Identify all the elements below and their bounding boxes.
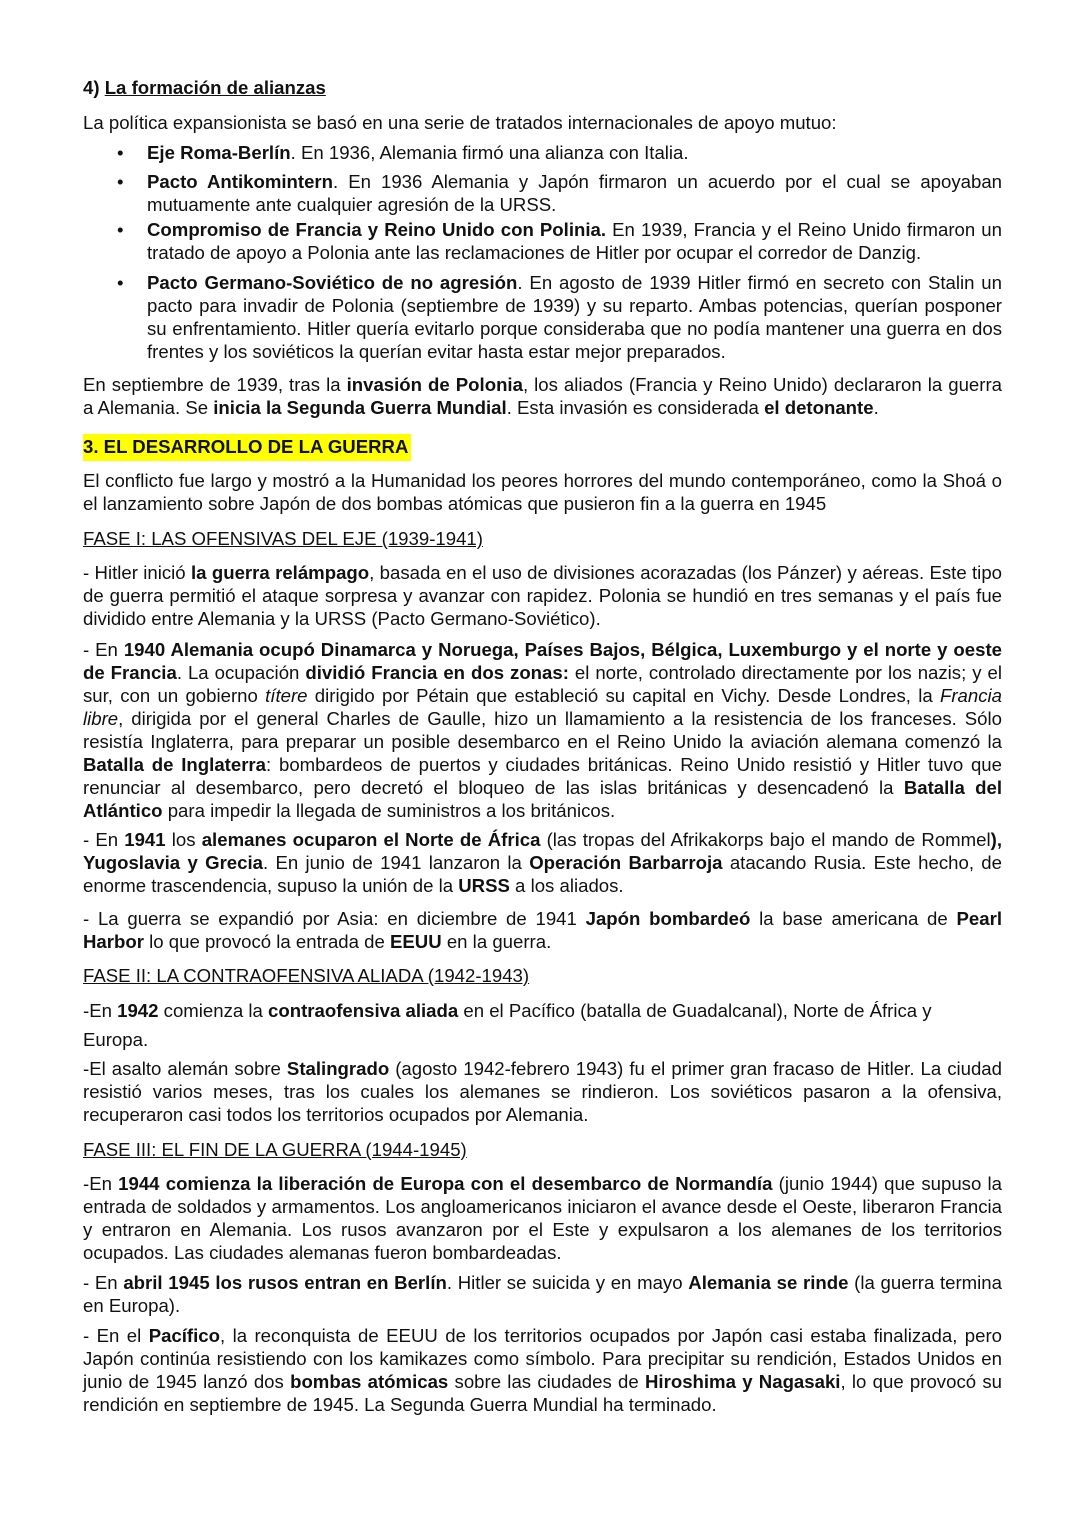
text-run: en la guerra.	[441, 931, 552, 952]
text-run: (junio 1944) que supuso la entrada de soldados y armamentos. Los angloamericanos iniciaron el avance desde el Oeste, liberaron Francia y entraron en Alemania. Los rusos avanzaron por el Este y expulsaron a los alemanes de los territorios ocupados. Las ciudades alemanas fueron bombardeadas.	[83, 1173, 1002, 1263]
section-4-heading	[83, 76, 1002, 99]
italic-text: títere	[265, 685, 308, 706]
bold-text: Hiroshima y Nagasaki	[645, 1371, 841, 1392]
bold-text: inicia la Segunda Guerra Mundial	[213, 397, 507, 418]
text-run: - En	[83, 1272, 124, 1293]
bold-text: invasión de Polonia	[346, 374, 523, 395]
text-run: El conflicto fue largo y mostró a la Humanidad los peores horrores del mundo contemporáneo, como la Shoá o el lanzamiento sobre Japón de dos bombas atómicas que pusieron fin a la guerra en 1945	[83, 470, 1002, 514]
text-run: . Esta invasión es considerada	[506, 397, 765, 418]
bold-text: 1940 Alemania ocupó Dinamarca y Noruega, Países Bajos, Bélgica, Luxemburgo y el norte y oeste de Francia	[83, 639, 1002, 683]
text-run: para impedir la llegada de suministros a los británicos.	[162, 800, 616, 821]
bold-text: Pacto Antikomintern	[147, 171, 334, 192]
text-run: en el Pacífico (batalla de Guadalcanal), Norte de África y Europa.	[83, 1000, 932, 1050]
text-run: . En 1936, Alemania firmó una alianza con Italia.	[290, 142, 689, 163]
heading-number: 4)	[83, 77, 105, 98]
bold-text: Compromiso de Francia y Reino Unido con Polinia.	[147, 219, 607, 240]
text-run: - En el	[83, 1325, 149, 1346]
bold-text: Pearl Harbor	[83, 908, 1002, 952]
text-run: . En agosto de 1939 Hitler firmó en secreto con Stalin un pacto para invadir de Polonia (septiembre de 1939) y su reparto. Ambas potencias, querían posponer su enfrentamiento. Hitler quería evitarlo porque consideraba que no podía mantener una guerra en dos frentes y los soviéticos la querían evitar hasta estar mejor preparados.	[147, 272, 1002, 362]
text-run: dirigido por Pétain que estableció su capital en Vichy. Desde Londres, la	[307, 685, 940, 706]
phase-2-para	[83, 996, 998, 1054]
text-run: - En	[83, 829, 125, 850]
bold-text: alemanes ocuparon el Norte de África	[201, 829, 541, 850]
text-run: -El asalto alemán sobre	[83, 1058, 287, 1079]
text-run: La política expansionista se basó en una serie de tratados internacionales de apoyo mutuo:	[83, 112, 837, 133]
text-run: , dirigida por el general Charles de Gaulle, hizo un llamamiento a la resistencia de los franceses. Sólo resistía Inglaterra, para preparar un posible desembarco en el Reino Unido la aviación alemana comenzó la	[83, 708, 1002, 752]
bold-text: EEUU	[390, 931, 442, 952]
bullet-compromiso-polonia	[147, 218, 1002, 264]
text-run: la base americana de	[750, 908, 957, 929]
text-run: (agosto 1942-febrero 1943) fu el primer gran fracaso de Hitler. La ciudad resistió varios meses, tras los cuales los alemanes se rindieron. Los soviéticos pasaron a la ofensiva, recuperaron casi todos los territorios ocupados por Alemania.	[83, 1058, 1002, 1125]
text-run: a los aliados.	[509, 875, 624, 896]
bold-text: Alemania se rinde	[688, 1272, 849, 1293]
phase-3-para	[83, 1172, 1002, 1264]
phase-3-para	[83, 1324, 1002, 1416]
heading-title: La formación de alianzas	[104, 77, 326, 98]
text-run: lo que provocó la entrada de	[143, 931, 390, 952]
war-intro	[83, 469, 1002, 515]
bold-text: 1944 comienza la liberación de Europa con el desembarco de Normandía	[118, 1173, 773, 1194]
bold-text: Eje Roma-Berlín	[147, 142, 291, 163]
highlighted-heading: 3. EL DESARROLLO DE LA GUERRA	[83, 434, 411, 461]
text-run: , basada en el uso de divisiones acorazadas (los Pánzer) y aéreas. Este tipo de guerra permitió el ataque sorpresa y avanzar con rapidez. Polonia se hundió en tres semanas y el país fue dividido entre Alemania y la URSS (Pacto Germano-Soviético).	[83, 562, 1002, 629]
bold-text: Stalingrado	[286, 1058, 390, 1079]
text-run: - La guerra se expandió por Asia: en diciembre de 1941	[83, 908, 586, 929]
bold-text: ), Yugoslavia y Grecia	[83, 829, 1002, 873]
bold-text: Operación Barbarroja	[529, 852, 723, 873]
phase-1-para	[83, 907, 1002, 953]
phase-2-title: FASE II: LA CONTRAOFENSIVA ALIADA (1942-1943)	[83, 965, 530, 986]
text-run: comienza la	[158, 1000, 269, 1021]
bold-text: Pacífico	[148, 1325, 220, 1346]
bold-text: la guerra relámpago	[191, 562, 370, 583]
phase-1-para	[83, 828, 1002, 897]
bold-text: 1942	[117, 1000, 159, 1021]
bullet-eje-roma-berlin	[147, 141, 1002, 164]
phase-2-para	[83, 1057, 1002, 1126]
text-run: En septiembre de 1939, tras la	[83, 374, 347, 395]
bold-text: bombas atómicas	[290, 1371, 449, 1392]
bold-text: dividió Francia en dos zonas:	[305, 662, 569, 683]
bold-text: el detonante	[764, 397, 874, 418]
phase-1-para	[83, 638, 1002, 822]
text-run: - Hitler inició	[83, 562, 192, 583]
bold-text: 1941	[124, 829, 166, 850]
text-run: , los aliados (Francia y Reino Unido) declararon la guerra a Alemania. Se	[83, 374, 1002, 418]
section-3-heading	[83, 434, 1002, 461]
bold-text: Batalla de Inglaterra	[83, 754, 267, 775]
text-run: .	[873, 397, 879, 418]
bullet-pacto-germano-sovietico	[147, 271, 1002, 363]
text-run: En 1939, Francia y el Reino Unido firmaron un tratado de apoyo a Polonia ante las reclamaciones de Hitler por ocupar el corredor de Danzig.	[147, 219, 1002, 263]
text-run: . Hitler se suicida y en mayo	[446, 1272, 689, 1293]
phase-1-para	[83, 561, 1002, 630]
alliances-intro	[83, 111, 1002, 134]
text-run: - En	[83, 639, 124, 660]
bold-text: contraofensiva aliada	[268, 1000, 459, 1021]
text-run: -En	[83, 1173, 119, 1194]
text-run: , lo que provocó su rendición en septiembre de 1945. La Segunda Guerra Mundial ha terminado.	[83, 1371, 1002, 1415]
phase-3-title: FASE III: EL FIN DE LA GUERRA (1944-1945)	[83, 1139, 467, 1160]
text-run: sobre las ciudades de	[448, 1371, 645, 1392]
text-run: (la guerra termina en Europa).	[83, 1272, 1002, 1316]
text-run: (las tropas del Afrikakorps bajo el mando de Rommel	[540, 829, 991, 850]
phase-1-title: FASE I: LAS OFENSIVAS DEL EJE (1939-1941)	[83, 528, 483, 549]
text-run: -En	[83, 1000, 118, 1021]
text-run: atacando Rusia. Este hecho, de enorme trascendencia, supuso la unión de la	[83, 852, 1002, 896]
text-run: el norte, controlado directamente por los nazis; y el sur, con un gobierno	[83, 662, 1002, 706]
phase-3-para	[83, 1271, 1002, 1317]
text-run: : bombardeos de puertos y ciudades británicas. Reino Unido resistió y Hitler tuvo que renunciar al desembarco, pero decretó el bloqueo de las islas británicas y desencadenó la	[83, 754, 1002, 798]
alliances-closing	[83, 373, 1002, 419]
italic-text: Francia libre	[83, 685, 1002, 729]
text-run: . En junio de 1941 lanzaron la	[263, 852, 530, 873]
text-run: , la reconquista de EEUU de los territorios ocupados por Japón casi estaba finalizada, pero Japón continúa resistiendo con los kamikazes como símbolo. Para precipitar su rendición, Estados Unidos en junio de 1945 lanzó dos	[83, 1325, 1002, 1392]
text-run: . En 1936 Alemania y Japón firmaron un acuerdo por el cual se apoyaban mutuamente ante cualquier agresión de la URSS.	[147, 171, 1002, 215]
bold-text: Pacto Germano-Soviético de no agresión	[147, 272, 518, 293]
bold-text: URSS	[458, 875, 510, 896]
text-run: los	[165, 829, 202, 850]
bold-text: abril 1945 los rusos entran en Berlín	[123, 1272, 447, 1293]
text-run: . La ocupación	[176, 662, 306, 683]
bold-text: Japón bombardeó	[585, 908, 751, 929]
bullet-pacto-antikomintern	[147, 170, 1002, 216]
bold-text: Batalla del Atlántico	[83, 777, 1002, 821]
